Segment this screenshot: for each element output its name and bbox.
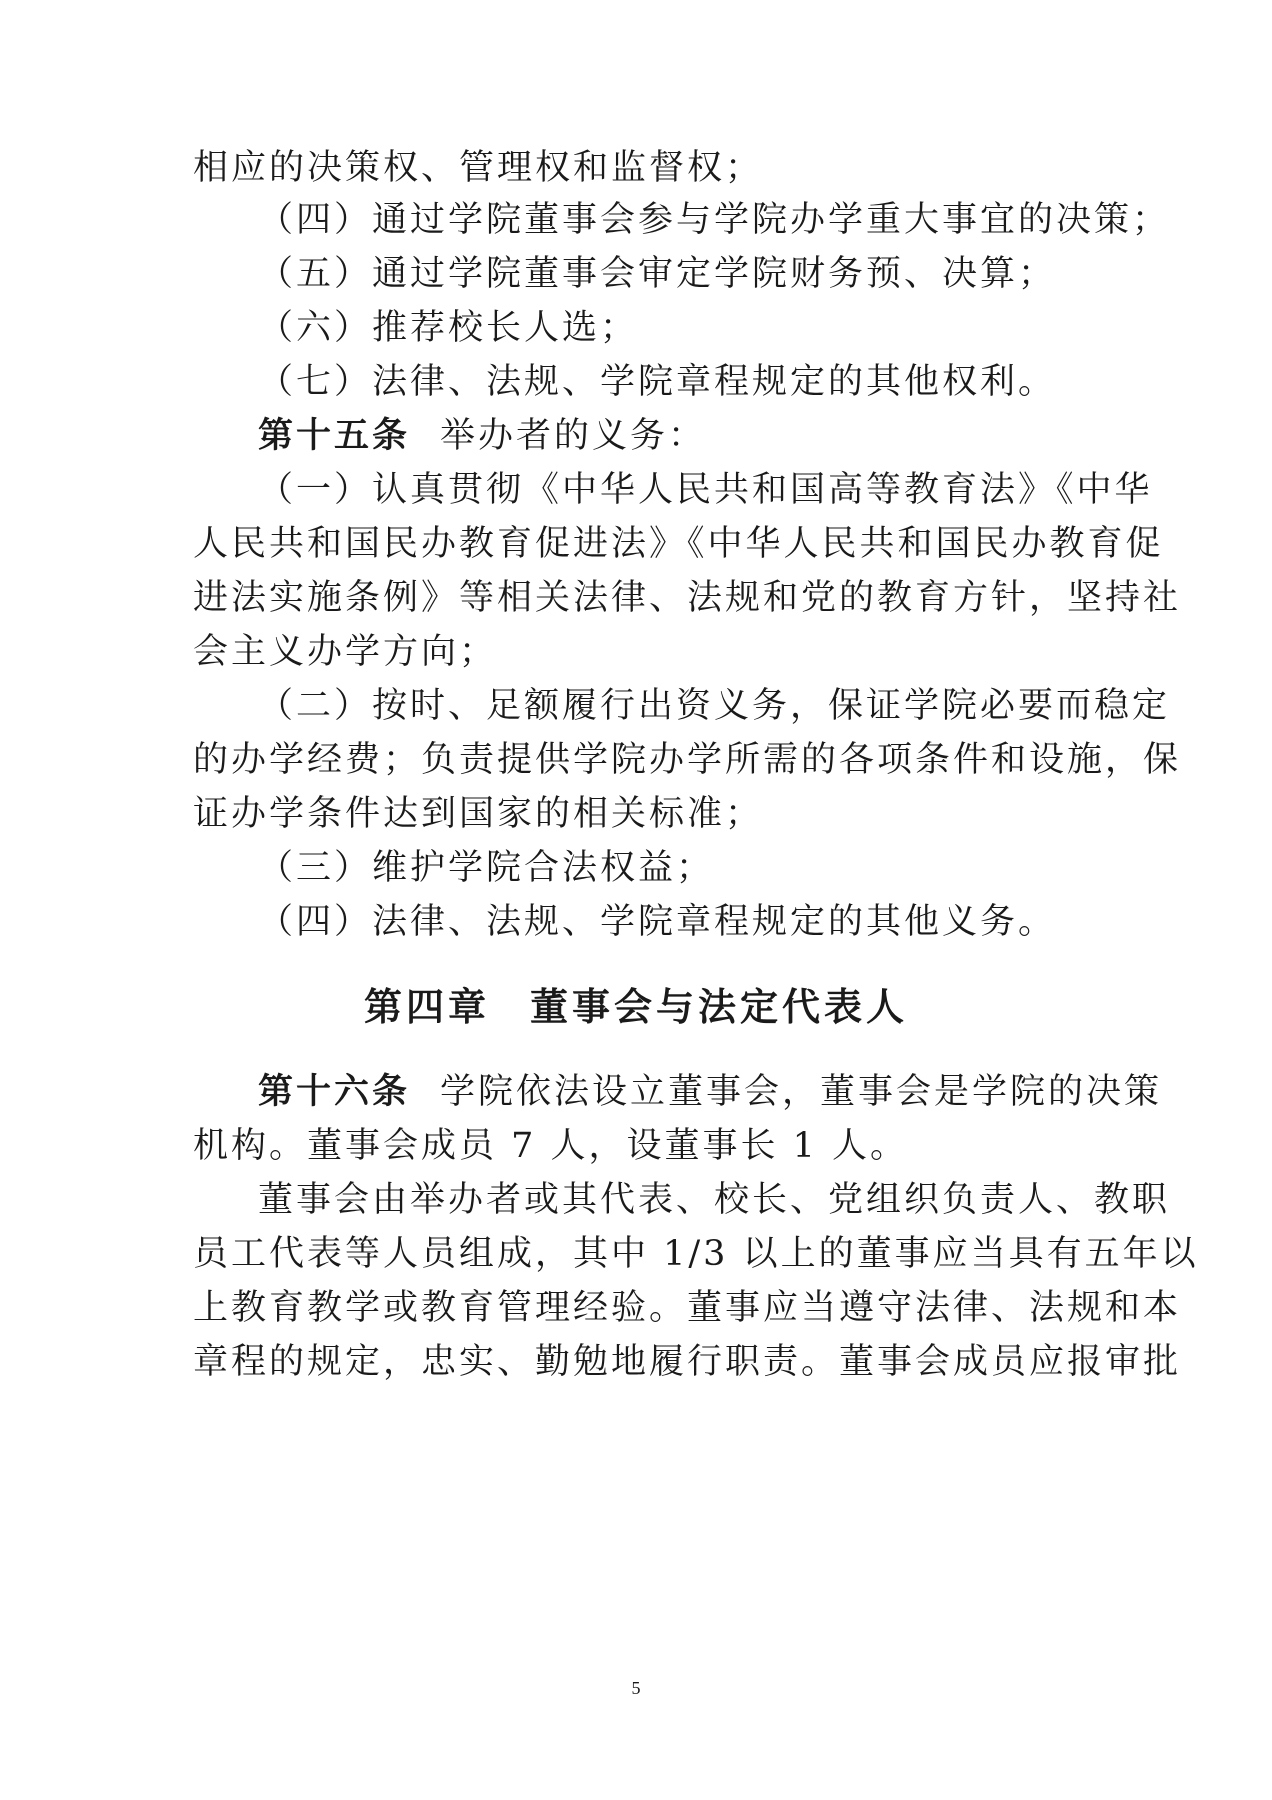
chapter-number: 第四章 [363, 984, 490, 1029]
article-label: 第十六条 [258, 1071, 411, 1112]
list-item: （五）通过学院董事会审定学院财务预、决算； [258, 254, 1057, 294]
text-line: 董事会由举办者或其代表、校长、党组织负责人、教职 [258, 1180, 1171, 1220]
article-text: 学院依法设立董事会，董事会是学院的决策 [440, 1072, 1163, 1112]
list-item: （四）通过学院董事会参与学院办学重大事宜的决策； [258, 200, 1171, 240]
article-16-heading [258, 1070, 1163, 1114]
page-number: 5 [631, 1678, 641, 1698]
list-item: （四）法律、法规、学院章程规定的其他义务。 [258, 902, 1057, 942]
chapter-title: 董事会与法定代表人 [530, 984, 909, 1029]
list-item: （六）推荐校长人选； [258, 308, 639, 348]
text-line: 人民共和国民办教育促进法》《中华人民共和国民办教育促 [193, 524, 1164, 564]
text-line: 机构。董事会成员 7 人，设董事长 1 人。 [193, 1126, 909, 1166]
text-line: 员工代表等人员组成，其中 1/3 以上的董事应当具有五年以 [193, 1234, 1199, 1274]
list-item: （七）法律、法规、学院章程规定的其他权利。 [258, 362, 1057, 402]
text-line: 上教育教学或教育管理经验。董事应当遵守法律、法规和本 [193, 1288, 1182, 1328]
list-item: （三）维护学院合法权益； [258, 848, 715, 888]
chapter-heading [0, 982, 1272, 1032]
article-text: 举办者的义务： [440, 416, 707, 456]
list-item: （一）认真贯彻《中华人民共和国高等教育法》《中华 [258, 470, 1153, 510]
article-label: 第十五条 [258, 415, 411, 456]
text-line: 会主义办学方向； [193, 632, 498, 672]
article-15-heading [258, 414, 1148, 458]
text-line: 的办学经费；负责提供学院办学所需的各项条件和设施，保 [193, 740, 1182, 780]
text-line: 相应的决策权、管理权和监督权； [193, 148, 764, 188]
text-line: 章程的规定，忠实、勤勉地履行职责。董事会成员应报审批 [193, 1342, 1182, 1382]
text-line: 证办学条件达到国家的相关标准； [193, 794, 764, 834]
list-item: （二）按时、足额履行出资义务，保证学院必要而稳定 [258, 686, 1171, 726]
text-line: 进法实施条例》等相关法律、法规和党的教育方针，坚持社 [193, 578, 1182, 618]
